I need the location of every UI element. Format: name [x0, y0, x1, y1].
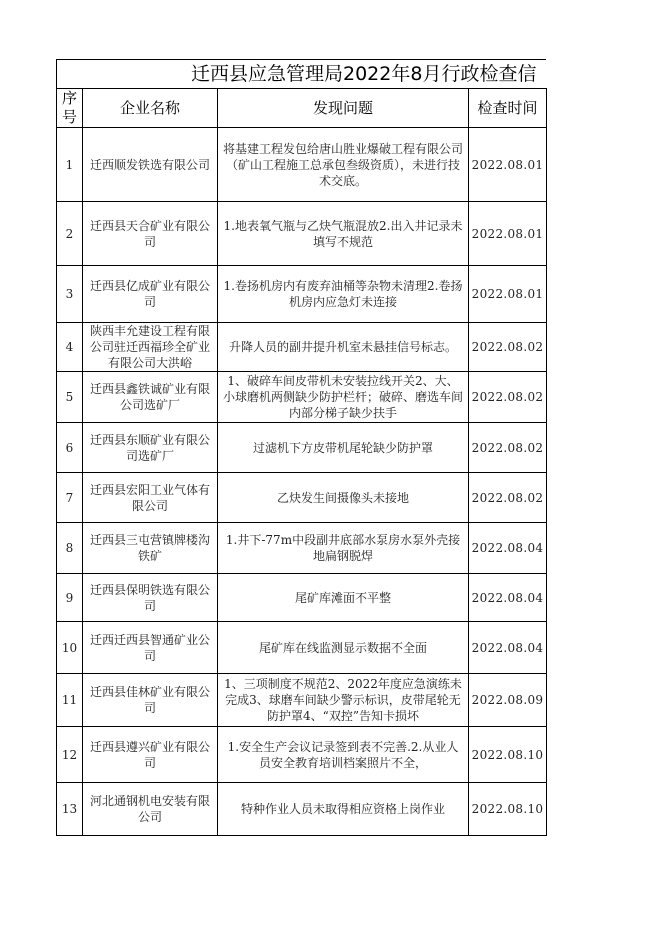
- table-row: [57, 523, 547, 574]
- table-row: [57, 323, 547, 372]
- row-issue: 尾矿库滩面不平整: [218, 574, 469, 622]
- row-index: 10: [57, 622, 83, 674]
- row-company: 迁西县鑫铁诚矿业有限公司选矿厂: [83, 372, 218, 423]
- table-row: [57, 674, 547, 727]
- row-date: 2022.08.01: [469, 266, 547, 323]
- table-body: [57, 128, 547, 836]
- row-issue: 1、破碎车间皮带机未安装拉线开关2、大、小球磨机两侧缺少防护栏杆；破碎、磨选车间内部分梯子缺少扶手: [218, 372, 469, 423]
- row-company: 迁西县亿成矿业有限公司: [83, 266, 218, 323]
- header-row: [57, 89, 547, 128]
- row-index: 1: [57, 128, 83, 202]
- row-date: 2022.08.10: [469, 783, 547, 836]
- row-company: 迁西县宏阳工业气体有限公司: [83, 473, 218, 523]
- header-index: 序号: [57, 89, 83, 128]
- sheet-title: 迁西县应急管理局2022年8月行政检查信: [191, 63, 537, 85]
- row-company: 河北通钢机电安装有限公司: [83, 783, 218, 836]
- row-date: 2022.08.02: [469, 372, 547, 423]
- table-row: [57, 202, 547, 266]
- row-date: 2022.08.04: [469, 574, 547, 622]
- row-issue: 1、三项制度不规范2、2022年度应急演练未完成3、球磨车间缺少警示标识，皮带尾轮无防护罩4、“双控”告知卡损坏: [218, 674, 469, 727]
- row-date: 2022.08.10: [469, 727, 547, 783]
- row-index: 7: [57, 473, 83, 523]
- row-company: 迁西县保明铁选有限公司: [83, 574, 218, 622]
- table-row: [57, 783, 547, 836]
- table-row: [57, 128, 547, 202]
- row-company: 迁西迁西县智通矿业公司: [83, 622, 218, 674]
- table-row: [57, 473, 547, 523]
- row-date: 2022.08.02: [469, 423, 547, 473]
- row-date: 2022.08.04: [469, 523, 547, 574]
- table-row: [57, 266, 547, 323]
- row-index: 4: [57, 323, 83, 372]
- row-company: 陕西丰允建设工程有限公司驻迁西福珍全矿业有限公司大洪峪: [83, 323, 218, 372]
- header-date: 检查时间: [469, 89, 547, 128]
- row-index: 6: [57, 423, 83, 473]
- row-issue: 1.地表氧气瓶与乙炔气瓶混放2.出入井记录未填写不规范: [218, 202, 469, 266]
- row-issue: 过滤机下方皮带机尾轮缺少防护罩: [218, 423, 469, 473]
- row-date: 2022.08.01: [469, 128, 547, 202]
- row-issue: 特种作业人员未取得相应资格上岗作业: [218, 783, 469, 836]
- spreadsheet: [56, 59, 546, 836]
- row-date: 2022.08.04: [469, 622, 547, 674]
- row-issue: 尾矿库在线监测显示数据不全面: [218, 622, 469, 674]
- row-company: 迁西县遵兴矿业有限公司: [83, 727, 218, 783]
- row-company: 迁西县东顺矿业有限公司选矿厂: [83, 423, 218, 473]
- row-date: 2022.08.02: [469, 473, 547, 523]
- inspection-table: [56, 88, 547, 836]
- row-date: 2022.08.01: [469, 202, 547, 266]
- row-company: 迁西顺发铁选有限公司: [83, 128, 218, 202]
- table-row: [57, 574, 547, 622]
- title-row: [56, 59, 546, 88]
- row-issue: 1.卷扬机房内有废弃油桶等杂物未清理2.卷扬机房内应急灯未连接: [218, 266, 469, 323]
- row-issue: 将基建工程发包给唐山胜业爆破工程有限公司（矿山工程施工总承包叁级资质），未进行技术交底。: [218, 128, 469, 202]
- table-row: [57, 622, 547, 674]
- row-index: 2: [57, 202, 83, 266]
- row-index: 3: [57, 266, 83, 323]
- header-company: 企业名称: [83, 89, 218, 128]
- row-index: 12: [57, 727, 83, 783]
- row-issue: 升降人员的副井提升机室未悬挂信号标志。: [218, 323, 469, 372]
- row-issue: 1.安全生产会议记录签到表不完善.2.从业人员安全教育培训档案照片不全，: [218, 727, 469, 783]
- row-issue: 乙炔发生间摄像头未接地: [218, 473, 469, 523]
- row-company: 迁西县三屯营镇牌楼沟铁矿: [83, 523, 218, 574]
- header-issue: 发现问题: [218, 89, 469, 128]
- row-issue: 1.井下-77m中段副井底部水泵房水泵外壳接地扁钢脱焊: [218, 523, 469, 574]
- table-row: [57, 727, 547, 783]
- row-index: 13: [57, 783, 83, 836]
- row-company: 迁西县佳林矿业有限公司: [83, 674, 218, 727]
- row-index: 8: [57, 523, 83, 574]
- row-index: 11: [57, 674, 83, 727]
- row-index: 5: [57, 372, 83, 423]
- row-date: 2022.08.09: [469, 674, 547, 727]
- row-company: 迁西县天合矿业有限公司: [83, 202, 218, 266]
- table-row: [57, 372, 547, 423]
- table-row: [57, 423, 547, 473]
- row-date: 2022.08.02: [469, 323, 547, 372]
- row-index: 9: [57, 574, 83, 622]
